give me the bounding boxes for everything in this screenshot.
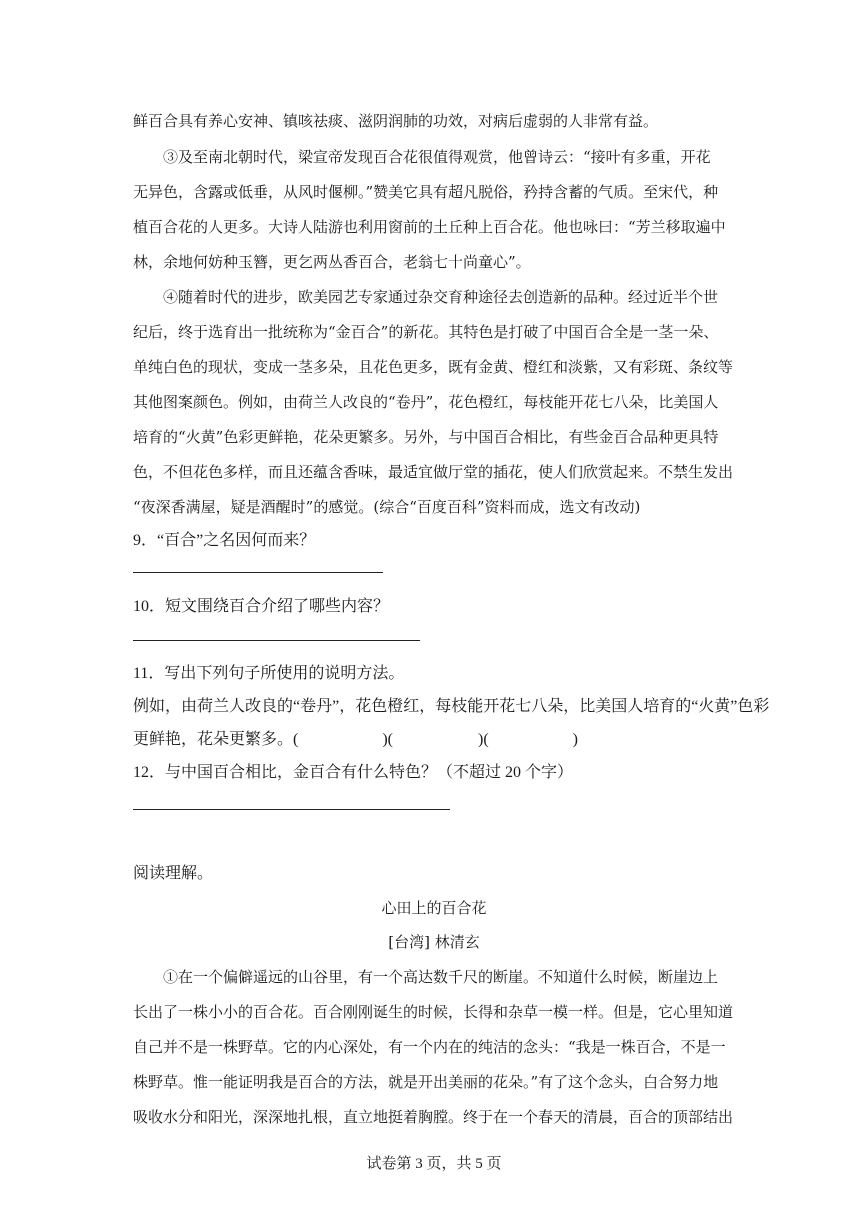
question-11: 11．写出下列句子所使用的说明方法。 (133, 665, 405, 682)
question-10: 10．短文围绕百合介绍了哪些内容？ (133, 598, 390, 615)
passage-line: 培育的“火黄”色彩更鲜艳，花朵更繁多。另外，与中国百合相比，有些金百合品种更具特 (133, 428, 719, 446)
passage-line: 鲜百合具有养心安神、镇咳祛痰、滋阴润肺的功效，对病后虚弱的人非常有益。 (133, 112, 659, 130)
passage-title: 心田上的百合花 (381, 899, 487, 917)
page-footer: 试卷第 3 页，共 5 页 (366, 1156, 502, 1172)
passage-line: 吸收水分和阳光，深深地扎根，直立地挺着胸膛。终于在一个春天的清晨，百合的顶部结出 (133, 1108, 734, 1126)
passage-line: 无异色，含露或低垂，从风时偃柳。”赞美它具有超凡脱俗，矜持含蓄的气质。至宋代，种 (133, 183, 719, 201)
passage-paragraph-3-start: ③及至南北朝时代，梁宣帝发现百合花很值得观赏，他曾诗云：“接叶有多重，开花 (163, 148, 711, 166)
section-intro: 阅读理解。 (133, 865, 214, 882)
paren-separator: )( (478, 731, 489, 748)
question-11-sentence-tail: 更鲜艳，花朵更繁多。 (133, 731, 294, 748)
question-9: 9．“百合”之名因何而来？ (133, 532, 316, 549)
question-11-sentence: 例如，由荷兰人改良的“卷丹”，花色橙红，每枝能开花七八朵，比美国人培育的“火黄”色彩 (133, 698, 770, 715)
passage-author: [台湾] 林清玄 (388, 933, 480, 951)
answer-line-9[interactable] (133, 572, 383, 573)
passage-source-line: “夜深香满屋，疑是酒醒时”的感觉。(综合“百度百科”资料而成，选文有改动) (133, 498, 641, 516)
question-12: 12．与中国百合相比，金百合有什么特色？（不超过 20 个字） (133, 764, 574, 781)
passage-paragraph-4-start: ④随着时代的进步，欧美园艺专家通过杂交育种途径去创造新的品种。经过近半个世 (163, 288, 719, 306)
passage-line: 自己并不是一株野草。它的内心深处，有一个内在的纯洁的念头：“我是一株百合，不是一 (133, 1038, 726, 1056)
paren-open: ( (293, 731, 299, 748)
question-11-sentence-end (133, 730, 578, 750)
passage-line: 林，余地何妨种玉簪，更乞两丛香百合，老翁七十尚童心”。 (133, 253, 531, 271)
paren-separator: )( (382, 731, 393, 748)
passage-line: 长出了一株小小的百合花。百合刚刚诞生的时候，长得和杂草一模一样。但是，它心里知道 (133, 1003, 734, 1021)
passage-line: 纪后，终于选育出一批统称为“金百合”的新花。其特色是打破了中国百合全是一茎一朵、 (133, 323, 719, 341)
passage-line: 植百合花的人更多。大诗人陆游也利用窗前的土丘种上百合花。他也咏曰：“芳兰移取遍中 (133, 218, 726, 236)
paren-close: ) (572, 731, 578, 748)
answer-line-10[interactable] (133, 640, 420, 641)
passage-line: 株野草。惟一能证明我是百合的方法，就是开出美丽的花朵。”有了这个念头，白合努力地 (133, 1073, 719, 1091)
answer-line-12[interactable] (133, 809, 450, 810)
passage-line: 其他图案颜色。例如，由荷兰人改良的“卷丹”，花色橙红，每枝能开花七八朵，比美国人 (133, 393, 719, 411)
passage-line: 单纯白色的现状，变成一茎多朵，且花色更多，既有金黄、橙红和淡紫，又有彩斑、条纹等 (133, 358, 734, 376)
passage-paragraph-1-start: ①在一个偏僻遥远的山谷里，有一个高达数千尺的断崖。不知道什么时候，断崖边上 (163, 968, 719, 986)
passage-line: 色，不但花色多样，而且还蕴含香味，最适宜做厅堂的插花，使人们欣赏起来。不禁生发出 (133, 463, 734, 481)
